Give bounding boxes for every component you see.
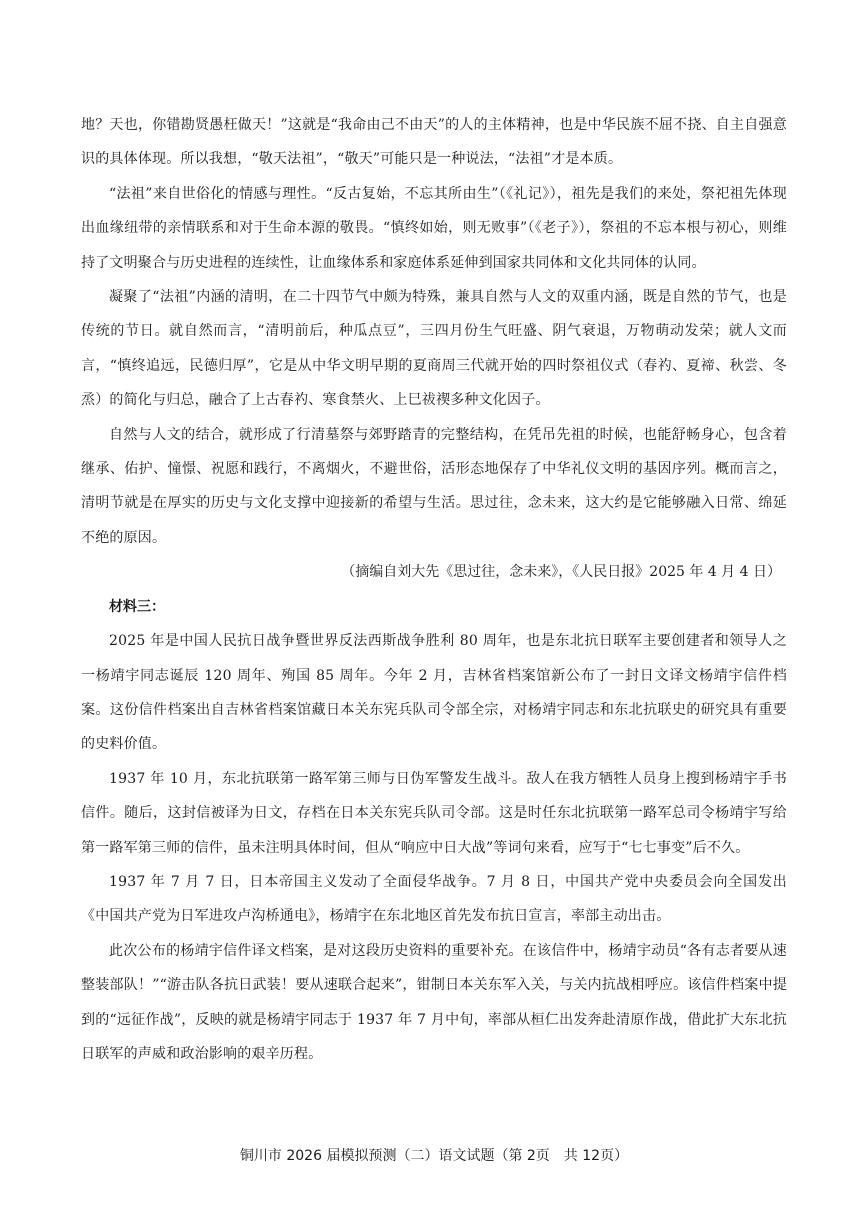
paragraph-3: 凝聚了“法祖”内涵的清明，在二十四节气中颇为特殊，兼具自然与人文的双重内涵，既是自然的节气，也是传统的节日。就自然而言，“清明前后，种瓜点豆”，三四月份生气旺盛、阴气衰退，万物萌动发荣；就人文而言，“慎终追远，民德归厚”，它是从中华文明早期的夏商周三代就开始的四时祭祖仪式（春礿、夏禘、秋尝、冬烝）的简化与归总，融合了上古春礿、寒食禁火、上巳祓禊多种文化因子。 [81, 289, 787, 409]
paragraph-4: 自然与人文的结合，就形成了行清墓祭与郊野踏青的完整结构，在凭吊先祖的时候，也能舒畅身心，包含着继承、佑护、憧憬、祝愿和践行，不离烟火，不避世俗，活形态地保存了中华礼仪文明的基因序列。概而言之，清明节就是在厚实的历史与文化支撑中迎接新的希望与生活。思过往，念未来，这大约是它能够融入日常、绵延不绝的原因。 [81, 426, 787, 546]
document-body [81, 108, 787, 1071]
paragraph-1: 地？天也，你错勘贤愚枉做天！”这就是“我命由己不由天”的人的主体精神，也是中华民族不屈不挠、自主自强意识的具体体现。所以我想，“敬天法祖”，“敬天”可能只是一种说法，“法祖”才是本质。 [81, 117, 787, 168]
paragraph-5: 2025 年是中国人民抗日战争暨世界反法西斯战争胜利 80 周年，也是东北抗日联军主要创建者和领导人之一杨靖宇同志诞辰 120 周年、殉国 85 周年。今年 2 月，吉林省档案馆新公布了一封日文译文杨靖宇信件档案。这份信件档案出自吉林省档案馆藏日本关东宪兵队司令部全宗，对杨靖宇同志和东北抗联史的研究具有重要的史料价值。 [81, 633, 787, 753]
section-title: 材料三： [109, 598, 165, 615]
paragraph-7: 1937 年 7 月 7 日，日本帝国主义发动了全面侵华战争。7 月 8 日，中国共产党中央委员会向全国发出《中国共产党为日军进攻卢沟桥通电》，杨靖宇在东北地区首先发布抗日宣言，率部主动出击。 [81, 873, 787, 925]
paragraph-8: 此次公布的杨靖宇信件译文档案，是对这段历史资料的重要补充。在该信件中，杨靖宇动员“各有志者要从速整装部队！”“游击队各抗日武装！要从速联合起来”，钳制日本关东军入关，与关内抗战相呼应。该信件档案中提到的“远征作战”，反映的就是杨靖宇同志于 1937 年 7 月中旬，率部从桓仁出发奔赴清原作战，借此扩大东北抗日联军的声威和政治影响的艰辛历程。 [81, 942, 787, 1062]
paragraph-2: “法祖”来自世俗化的情感与理性。“反古复始，不忘其所由生”（《礼记》），祖先是我们的来处，祭祀祖先体现出血缘纽带的亲情联系和对于生命本源的敬畏。“慎终如始，则无败事”（《老子》），祭祖的不忘本根与初心，则维持了文明聚合与历史进程的连续性，让血缘体系和家庭体系延伸到国家共同体和文化共同体的认同。 [81, 185, 787, 271]
page-footer: 铜川市 2026 届模拟预测（二）语文试题（第 2页 共 12页） [239, 1148, 629, 1164]
source-citation: （摘编自刘大先《思过往，念未来》，《人民日报》2025 年 4 月 4 日） [341, 564, 781, 581]
paragraph-6: 1937 年 10 月，东北抗联第一路军第三师与日伪军警发生战斗。敌人在我方牺牲人员身上搜到杨靖宇手书信件。随后，这封信被译为日文，存档在日本关东宪兵队司令部。这是时任东北抗联第一路军总司令杨靖宇写给第一路军第三师的信件，虽未注明具体时间，但从“响应中日大战”等词句来看，应写于“七七事变”后不久。 [81, 770, 787, 856]
